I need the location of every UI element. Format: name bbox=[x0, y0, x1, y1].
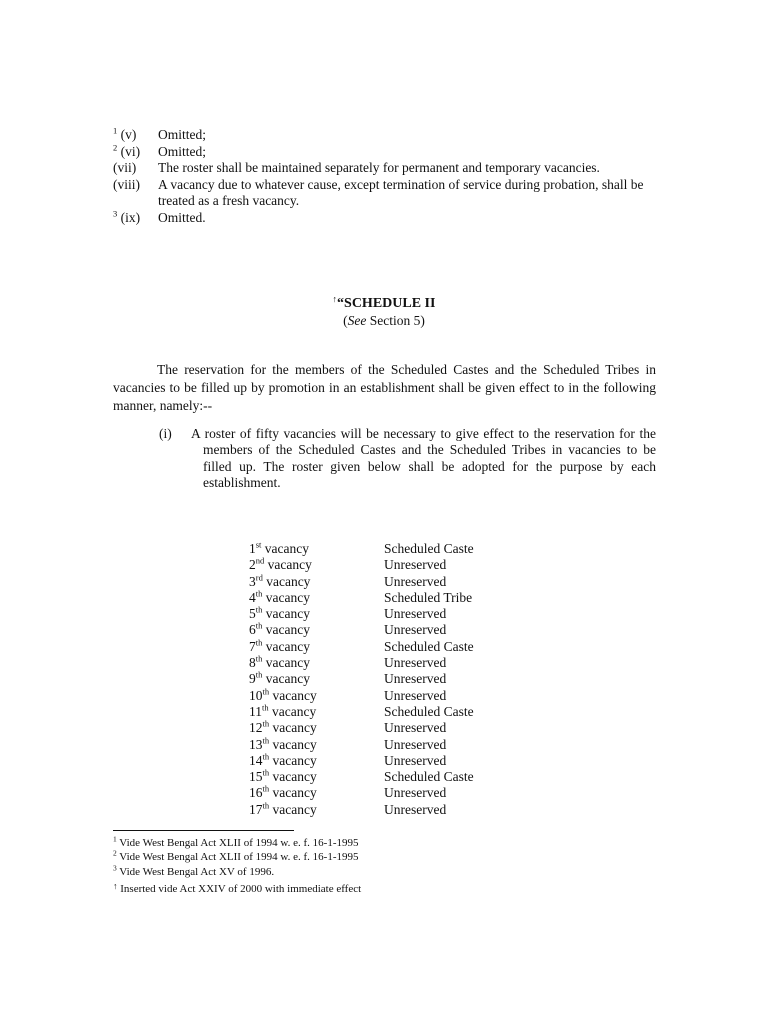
vacancy-label: 1st vacancy bbox=[249, 539, 310, 556]
vacancy-category: Unreserved bbox=[384, 622, 447, 638]
footnote-1: $^1$ Vide West Bengal Act XLII of 1994 w. e. f. 16-1-1995 bbox=[113, 834, 359, 849]
footnotes bbox=[113, 836, 513, 896]
vacancy-category: Scheduled Tribe bbox=[384, 589, 473, 605]
vacancy-category: Unreserved bbox=[384, 785, 447, 801]
roster-row bbox=[249, 769, 549, 785]
clause-text: A vacancy due to whatever cause, except termination of service during probation, shall be treated as a fresh vacancy. bbox=[158, 176, 644, 208]
roster-row bbox=[249, 688, 549, 704]
roster-row bbox=[249, 541, 549, 557]
vacancy-category: Unreserved bbox=[384, 736, 447, 752]
vacancy-category: Unreserved bbox=[384, 687, 447, 703]
vacancy-category: Unreserved bbox=[384, 720, 447, 736]
roster-row bbox=[249, 785, 549, 801]
vacancy-label: 17th vacancy bbox=[249, 800, 317, 817]
schedule-title bbox=[0, 294, 768, 312]
vacancy-label: 14th vacancy bbox=[249, 751, 317, 768]
item-text: A roster of fifty vacancies will be necessary to give effect to the reservation for the members of the Scheduled Castes and the Scheduled Tribes in vacancies to be filled up. The roster given below shall be adopted for the purpose by each establishment. bbox=[191, 426, 656, 490]
item-i bbox=[159, 426, 656, 491]
clause-text: Omitted; bbox=[158, 127, 206, 142]
clause-text: The roster shall be maintained separately for permanent and temporary vacancies. bbox=[158, 160, 600, 175]
intro-paragraph: The reservation for the members of the Scheduled Castes and the Scheduled Tribes in vacancies to be filled up by promotion in an establishment shall be given effect to in the following manner, namely:-- bbox=[113, 362, 656, 413]
vacancy-category: Unreserved bbox=[384, 573, 447, 589]
footnote-ref: 3 bbox=[113, 208, 118, 218]
insertion-arrow-icon: ↑ bbox=[332, 294, 338, 304]
clause-text: Omitted; bbox=[158, 143, 206, 159]
vacancy-label: 12th vacancy bbox=[249, 718, 317, 736]
vacancy-category: Unreserved bbox=[384, 752, 447, 768]
clause-number: (viii) bbox=[113, 176, 140, 192]
roster-row bbox=[249, 720, 549, 736]
vacancy-category: Unreserved bbox=[384, 606, 447, 622]
roster-row bbox=[249, 753, 549, 769]
roster-row bbox=[249, 622, 549, 638]
vacancy-label: 10th vacancy bbox=[249, 686, 317, 703]
footnote-ref: 1 bbox=[113, 125, 118, 136]
roster-row bbox=[249, 704, 549, 720]
see-reference: See bbox=[347, 313, 367, 328]
footnote-ref: 2 bbox=[113, 142, 118, 152]
vacancy-label: 13th vacancy bbox=[249, 735, 317, 752]
footnote-3: $^3$ Vide West Bengal Act XV of 1996. bbox=[113, 862, 275, 878]
vacancy-label: 8th vacancy bbox=[249, 653, 310, 671]
roster-row bbox=[249, 655, 549, 671]
clause-viii bbox=[113, 177, 673, 210]
clause-number: (ix) bbox=[117, 209, 141, 225]
vacancy-category: Unreserved bbox=[384, 801, 447, 817]
item-label: (i) bbox=[159, 426, 172, 441]
vacancy-category: Unreserved bbox=[384, 557, 447, 573]
vacancy-label: 4th vacancy bbox=[249, 588, 310, 605]
clause-number: (vi) bbox=[117, 143, 141, 159]
roster-row bbox=[249, 737, 549, 753]
vacancy-category: Unreserved bbox=[384, 655, 447, 671]
roster-row bbox=[249, 802, 549, 818]
vacancy-label: 3rd vacancy bbox=[249, 572, 311, 589]
clause-vi bbox=[113, 144, 673, 161]
vacancy-label: 5th vacancy bbox=[249, 604, 310, 622]
roster-row bbox=[249, 590, 549, 606]
clause-ix bbox=[113, 210, 673, 227]
roster-row bbox=[249, 574, 549, 590]
vacancy-label: 2nd vacancy bbox=[249, 555, 312, 573]
vacancy-category: Scheduled Caste bbox=[384, 638, 474, 654]
clause-vii bbox=[113, 160, 673, 177]
vacancy-label: 11th vacancy bbox=[249, 702, 317, 719]
vacancy-category: Unreserved bbox=[384, 671, 447, 687]
roster-row bbox=[249, 639, 549, 655]
vacancy-category: Scheduled Caste bbox=[384, 703, 474, 719]
vacancy-category: Scheduled Caste bbox=[384, 769, 474, 785]
vacancy-label: 6th vacancy bbox=[249, 620, 310, 638]
vacancy-label: 16th vacancy bbox=[249, 783, 317, 801]
clause-number: (v) bbox=[117, 127, 137, 142]
clause-text: Omitted. bbox=[158, 209, 206, 225]
vacancy-label: 9th vacancy bbox=[249, 669, 310, 687]
clause-list bbox=[113, 127, 673, 226]
roster-row bbox=[249, 671, 549, 687]
roster-table bbox=[249, 541, 549, 818]
insertion-arrow-icon: ↑ bbox=[113, 880, 118, 891]
clause-v bbox=[113, 127, 673, 144]
schedule-title-text: “SCHEDULE II bbox=[337, 296, 436, 311]
schedule-subtitle: (See Section 5) bbox=[343, 313, 425, 328]
vacancy-label: 7th vacancy bbox=[249, 637, 310, 654]
clause-number: (vii) bbox=[113, 160, 137, 175]
roster-row bbox=[249, 606, 549, 622]
vacancy-category: Scheduled Caste bbox=[384, 541, 474, 556]
footnote-divider bbox=[113, 830, 294, 831]
roster-row bbox=[249, 557, 549, 573]
footnote-2: $^2$ Vide West Bengal Act XLII of 1994 w. e. f. 16-1-1995 bbox=[113, 848, 359, 864]
footnote-insertion: ↑ Inserted vide Act XXIV of 2000 with immediate effect bbox=[113, 880, 362, 895]
vacancy-label: 15th vacancy bbox=[249, 767, 317, 785]
